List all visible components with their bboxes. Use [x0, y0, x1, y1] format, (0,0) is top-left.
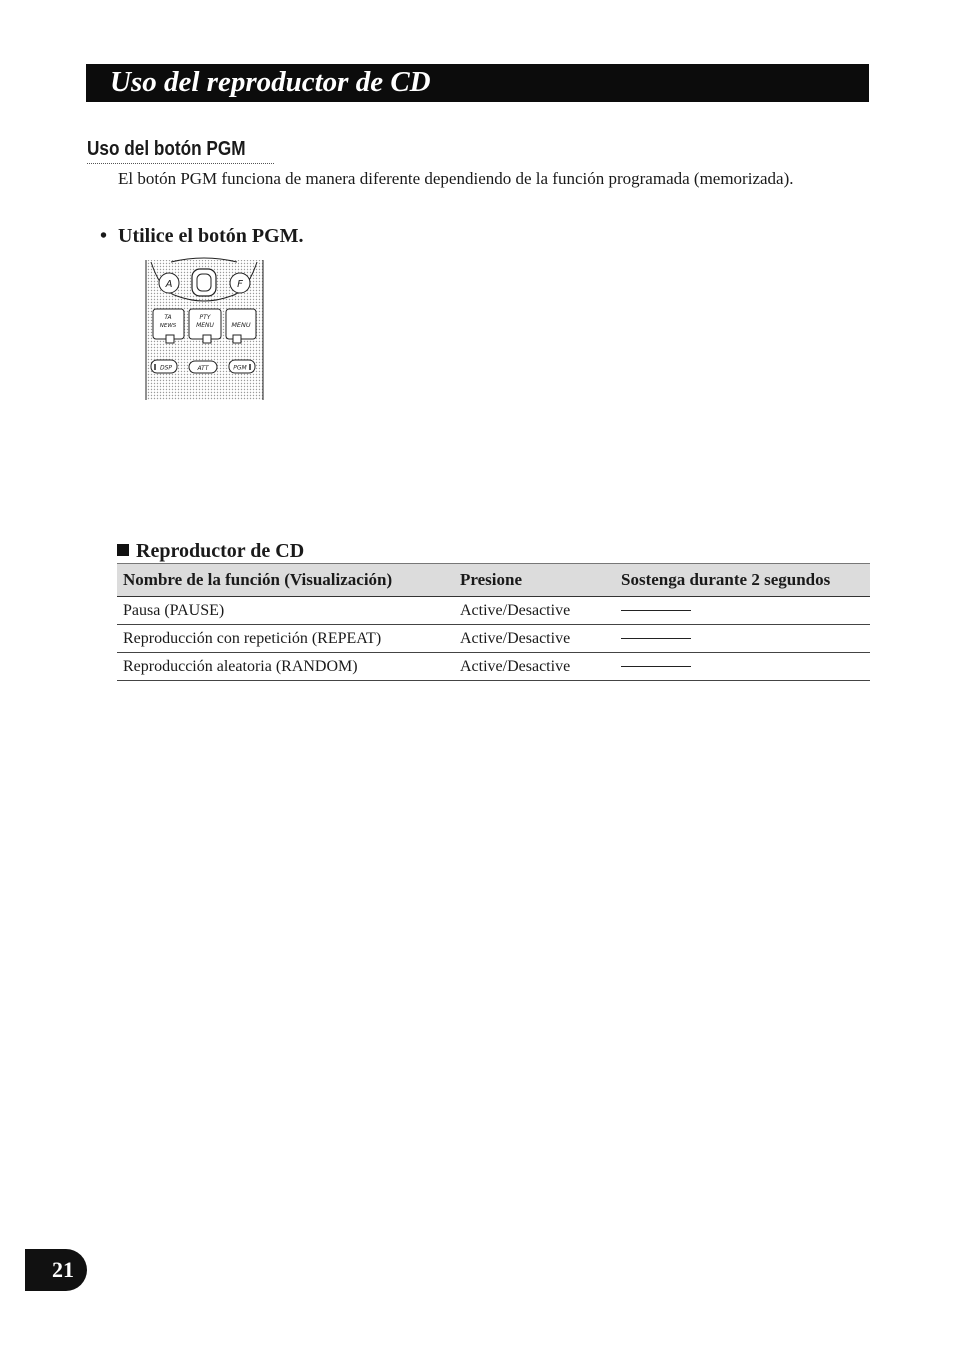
hold-cell	[615, 653, 870, 681]
function-name-cell: Pausa (PAUSE)	[117, 597, 454, 625]
dash-line	[621, 638, 691, 639]
header-hold: Sostenga durante 2 segundos	[615, 564, 870, 597]
dash-line	[621, 666, 691, 667]
key-ta-label: TA	[164, 314, 172, 321]
press-cell: Active/Desactive	[454, 597, 615, 625]
key-ptymenu-label: MENU	[196, 322, 214, 329]
intro-paragraph: El botón PGM funciona de manera diferente dependiendo de la función programada (memorizada).	[118, 169, 794, 188]
section-heading: Uso del botón PGM	[87, 138, 246, 160]
dash-line	[621, 610, 691, 611]
key-menu-label: MENU	[231, 321, 251, 329]
heading-underline	[87, 163, 274, 164]
table-title	[117, 538, 304, 564]
header-press: Presione	[454, 564, 615, 597]
table-row	[117, 597, 870, 625]
function-table	[117, 563, 870, 681]
key-pgm-label: PGM	[233, 364, 247, 372]
key-a-label: A	[165, 279, 173, 290]
page-number: 21	[52, 1257, 74, 1282]
square-bullet-icon	[117, 544, 129, 556]
press-cell: Active/Desactive	[454, 653, 615, 681]
key-news-label: NEWS	[159, 323, 177, 329]
key-att-label: ATT	[197, 365, 209, 372]
remote-control-illustration	[141, 256, 268, 400]
step-text: Utilice el botón PGM.	[118, 225, 304, 247]
chapter-title: Uso del reproductor de CD	[110, 66, 431, 98]
key-dsp-label: DSP	[159, 364, 173, 372]
joystick-key	[192, 269, 216, 296]
function-name-cell: Reproducción con repetición (REPEAT)	[117, 625, 454, 653]
table-row	[117, 653, 870, 681]
step-instruction	[100, 223, 304, 249]
table-row	[117, 625, 870, 653]
function-name-cell: Reproducción aleatoria (RANDOM)	[117, 653, 454, 681]
table-header-row	[117, 564, 870, 597]
page-number-tab	[25, 1249, 87, 1291]
chapter-banner	[86, 64, 869, 102]
key-f-label: F	[237, 279, 243, 290]
key-pty-label: PTY	[199, 314, 211, 321]
bullet-icon: •	[100, 225, 108, 247]
hold-cell	[615, 597, 870, 625]
hold-cell	[615, 625, 870, 653]
header-function-name: Nombre de la función (Visualización)	[117, 564, 454, 597]
table-title-text: Reproductor de CD	[136, 540, 305, 562]
press-cell: Active/Desactive	[454, 625, 615, 653]
